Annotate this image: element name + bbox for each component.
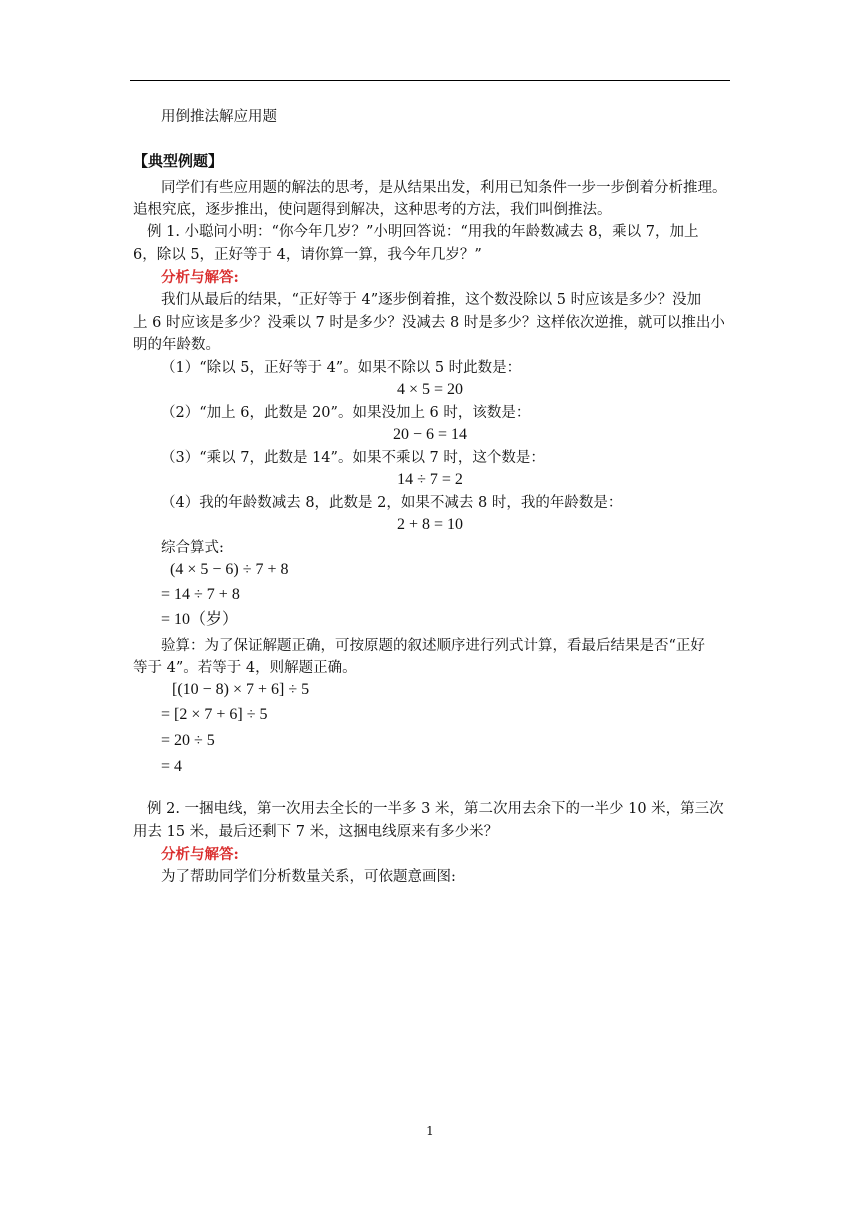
combined-line-3: = 10（岁） <box>161 611 239 628</box>
step-3-text: （3）“乘以 7，此数是 14”。如果不乘以 7 时，这个数是： <box>161 450 545 466</box>
page-title: 用倒推法解应用题 <box>161 109 277 125</box>
header-rule <box>130 80 730 81</box>
example1-analysis-label: 分析与解答: <box>161 269 239 286</box>
example2-question-line-1: 例 2. 一捆电线，第一次用去全长的一半多 3 米，第二次用去余下的一半少 10 米，第三次 <box>147 801 724 817</box>
example2-question-line-2: 用去 15 米，最后还剩下 7 米，这捆电线原来有多少米？ <box>133 824 499 840</box>
example1-analysis-line-2: 上 6 时应该是多少？没乘以 7 时是多少？没减去 8 时是多少？这样依次逆推，就可以推出小 <box>133 315 725 331</box>
combined-line-1: (4 × 5 − 6) ÷ 7 + 8 <box>170 561 289 578</box>
section-heading: 【典型例题】 <box>133 152 224 170</box>
combined-line-2: = 14 ÷ 7 + 8 <box>161 586 240 603</box>
example2-analysis: 为了帮助同学们分析数量关系，可依题意画图: <box>161 869 456 885</box>
step-3-equation: 14 ÷ 7 = 2 <box>397 471 463 488</box>
step-2-equation: 20 − 6 = 14 <box>392 426 468 443</box>
check-line-1: [(10 − 8) × 7 + 6] ÷ 5 <box>172 681 310 698</box>
combined-label: 综合算式: <box>161 540 224 556</box>
intro-line-2: 追根究底，逐步推出，使问题得到解决，这种思考的方法，我们叫倒推法。 <box>133 202 612 218</box>
example2-analysis-label: 分析与解答: <box>161 846 239 863</box>
check-line-4: = 4 <box>161 758 183 775</box>
step-4-equation: 2 + 8 = 10 <box>396 516 464 533</box>
step-4-text: （4）我的年龄数减去 8，此数是 2，如果不减去 8 时，我的年龄数是： <box>161 495 623 511</box>
example1-analysis-line-3: 明的年龄数。 <box>133 337 220 353</box>
check-text-line-2: 等于 4”。若等于 4，则解题正确。 <box>133 660 357 676</box>
step-2-text: （2）“加上 6，此数是 20”。如果没加上 6 时，该数是： <box>161 405 531 421</box>
step-1-equation: 4 × 5 = 20 <box>396 381 464 398</box>
intro-line-1: 同学们有些应用题的解法的思考，是从结果出发，利用已知条件一步一步倒着分析推理。 <box>161 180 727 196</box>
example1-question-line-1: 例 1. 小聪问小明：“你今年几岁？”小明回答说：“用我的年龄数减去 8，乘以 7，加上 <box>147 224 699 240</box>
check-line-3: = 20 ÷ 5 <box>161 732 215 749</box>
check-text-line-1: 验算：为了保证解题正确，可按原题的叙述顺序进行列式计算，看最后结果是否“正好 <box>161 638 705 654</box>
example1-question-line-2: 6，除以 5，正好等于 4，请你算一算，我今年几岁？” <box>133 247 482 263</box>
example1-analysis-line-1: 我们从最后的结果，“正好等于 4”逐步倒着推，这个数没除以 5 时应该是多少？没加 <box>161 292 702 308</box>
check-line-2: = [2 × 7 + 6] ÷ 5 <box>161 706 268 723</box>
page-number: 1 <box>426 1124 434 1138</box>
step-1-text: （1）“除以 5，正好等于 4”。如果不除以 5 时此数是： <box>161 360 522 376</box>
